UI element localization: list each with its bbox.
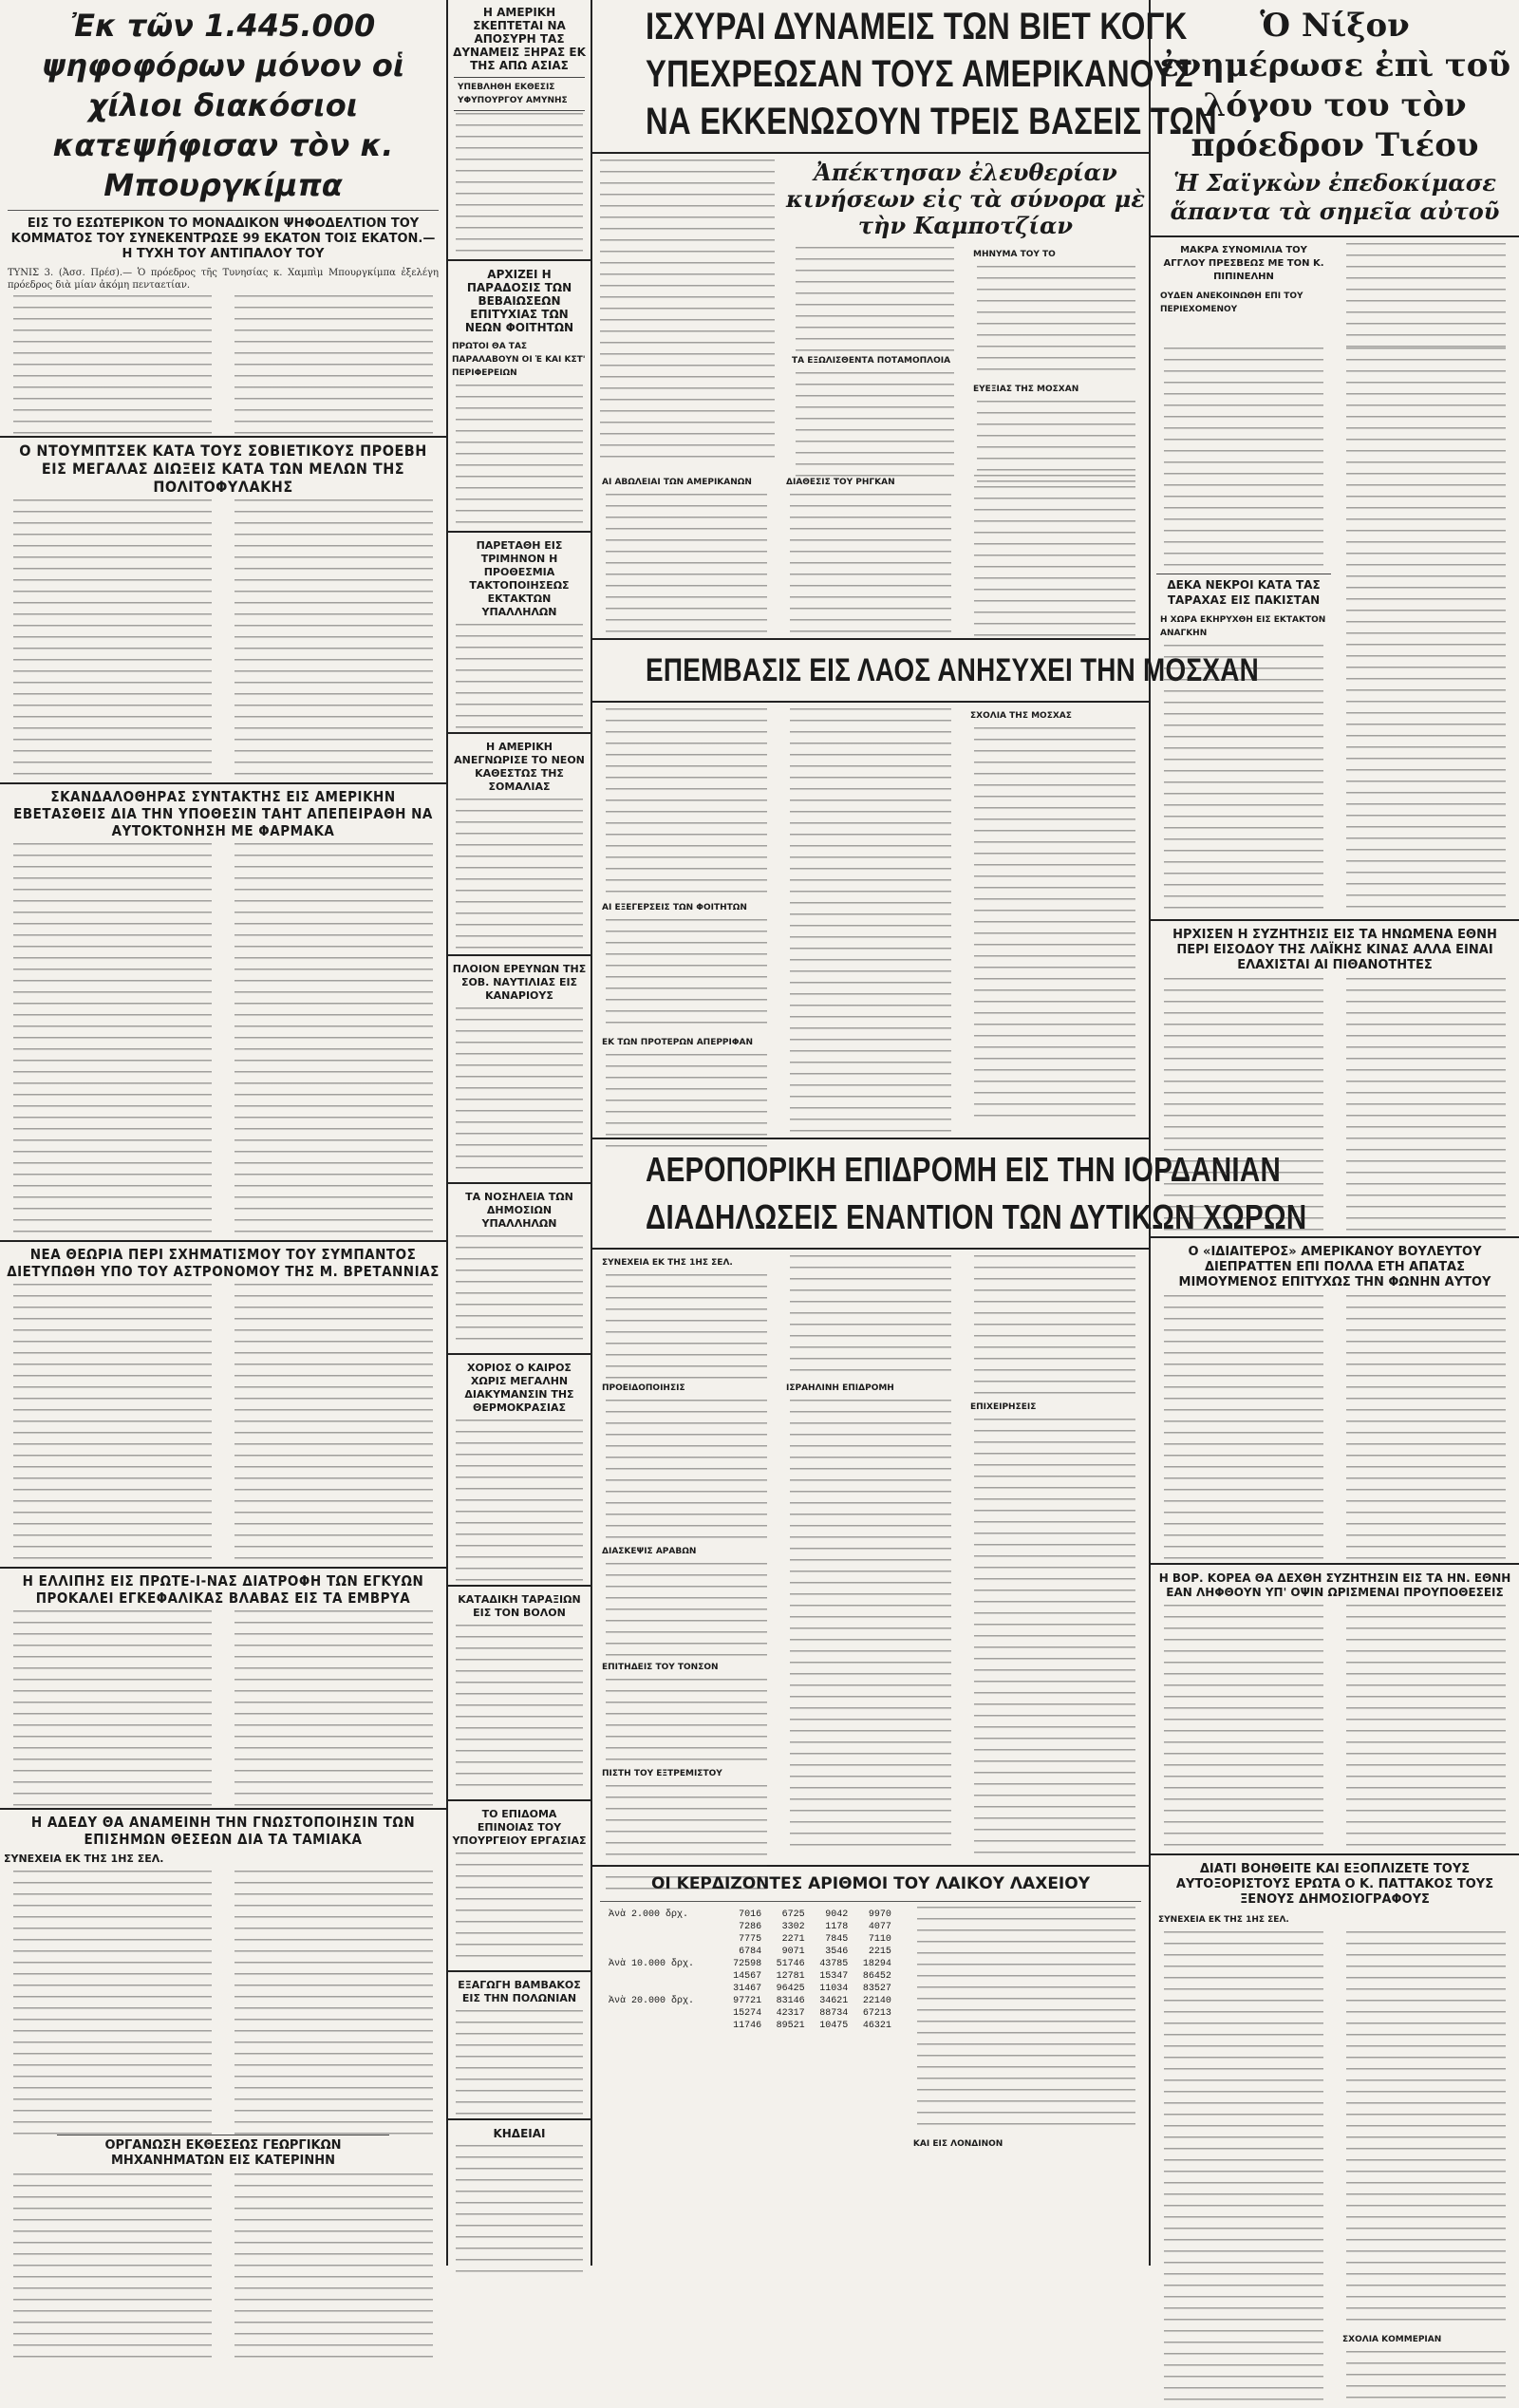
lottery-number: 51746 [776,1959,805,1969]
text-lines [13,2173,212,2363]
divider [1151,1563,1519,1565]
continuation-label: ΣΥΝΕΧΕΙΑ ΕΚ ΤΗΣ 1ΗΣ ΣΕΛ. [4,1853,164,1865]
text-lines [456,2010,583,2115]
lottery-prize [606,1921,722,1933]
continuation-label: ΣΥΝΕΧΕΙΑ ΕΚ ΤΗΣ 1ΗΣ ΣΕΛ. [1158,1915,1289,1925]
article-body [0,1282,446,1567]
text-lines [456,113,583,255]
text-lines [13,1871,212,2136]
lottery-number: 15347 [819,1971,849,1982]
text-lines [234,295,433,438]
lottery-prize [606,1933,722,1946]
lottery-number: 7286 [739,1922,762,1932]
article-body [592,706,1149,1134]
divider [448,954,591,956]
lottery-number: 86452 [862,1971,891,1982]
lottery-number: 83527 [862,1984,891,1994]
headline-students: ΑΡΧΙΖΕΙ Η ΠΑΡΑΔΟΣΙΣ ΤΩΝ ΒΕΒΑΙΩΣΕΩΝ ΕΠΙΤΥΧΙΑΣ ΤΩΝ ΝΕΩΝ ΦΟΙΤΗΤΩΝ [464,268,574,334]
section-label: ΔΙΑΘΕΣΙΣ ΤΟΥ ΡΗΓΚΑΝ [786,478,895,487]
headline-vietcong-2: ΥΠΕΧΡΕΩΣΑΝ ΤΟΥΣ ΑΜΕΡΙΚΑΝΟΥΣ [646,53,1193,95]
article-body [448,1007,591,1178]
headline-lottery: ΟΙ ΚΕΡΔΙΖΟΝΤΕΣ ΑΡΙΘΜΟΙ ΤΟΥ ΛΑΙΚΟΥ ΛΑΧΕΙΟΥ [650,1874,1091,1893]
text-lines [1346,243,1506,348]
column-4 [1151,0,1519,2344]
text-lines [1164,348,1323,575]
divider [448,1353,591,1355]
divider [448,732,591,734]
lottery-number: 11746 [733,2021,762,2031]
article-body [448,1625,591,1796]
divider [592,1248,1149,1250]
text-lines [917,1907,1135,2135]
divider [448,1585,591,1587]
headline-katerini: ΟΡΓΑΝΩΣΗ ΕΚΘΕΣΕΩΣ ΓΕΩΡΓΙΚΩΝ ΜΗΧΑΝΗΜΑΤΩΝ ΕΙΣ ΚΑΤΕΡΙΝΗΝ [57,2135,389,2172]
article-body [0,1869,446,2135]
section-label: ΕΠΙΧΕΙΡΗΣΕΙΣ [970,1402,1037,1412]
lottery-number: 2271 [781,1934,805,1945]
headline-vietcong-1: ΙΣΧΥΡΑΙ ΔΥΝΑΜΕΙΣ ΤΩΝ ΒΙΕΤ ΚΟΓΚ [646,6,1188,47]
article-body [448,113,591,255]
article-body [592,473,1149,634]
headline-soviet-ship: ΠΛΟΙΟΝ ΕΡΕΥΝΩΝ ΤΗΣ ΣΟΒ. ΝΑΥΤΙΛΙΑΣ ΕΙΣ ΚΑΝΑΡΙΟΥΣ [452,963,587,1002]
text-lines [974,727,1135,1126]
text-lines [13,843,212,1242]
lottery-number: 7016 [739,1909,762,1920]
text-lines [13,1610,212,1810]
lottery-number: 3546 [825,1947,849,1957]
text-lines [974,475,1135,636]
divider [592,701,1149,703]
subhead-british-ambassador: ΟΥΔΕΝ ΑΝΕΚΟΙΝΩΘΗ ΕΠΙ ΤΟΥ ΠΕΡΙΕΧΟΜΕΝΟΥ [1160,292,1303,314]
text-lines [606,919,767,1033]
headline-somalia: Η ΑΜΕΡΙΚΗ ΑΝΕΓΝΩΡΙΣΕ ΤΟ ΝΕΟΝ ΚΑΘΕΣΤΩΣ ΤΗΣ ΣΟΜΑΛΙΑΣ [454,741,585,793]
text-lines [1346,978,1506,1234]
headline-demonstrations: ΔΙΑΔΗΛΩΣΕΙΣ ΕΝΑΝΤΙΟΝ ΤΩΝ ΔΥΤΙΚΩΝ ΧΩΡΩΝ [646,1197,1307,1236]
lottery-prize [606,2020,722,2032]
divider [8,210,439,211]
lead-paragraph: ΤΥΝΙΣ 3. (Ἀσσ. Πρέσ).— Ὁ πρόεδρος τῆς Τυνησίας κ. Χαμπὶμ Μπουργκίμπα ἐξελέγη πρόεδρος διὰ μίαν ἀκόμη πενταετίαν. [8,268,439,291]
article-body [1151,1603,1519,1850]
lottery-row [606,1933,894,1946]
divider [592,638,1149,640]
text-lines [1164,1931,1323,2406]
text-lines [1346,1295,1506,1561]
lottery-number: 42317 [776,2008,805,2019]
article-body [1151,346,1519,574]
text-lines [974,1255,1135,1398]
lottery-prize [606,1946,722,1958]
lottery-number: 9071 [781,1947,805,1957]
lottery-number: 89521 [776,2021,805,2031]
lottery-prize: Ἀνὰ 10.000 δρχ. [609,1959,695,1969]
lottery-row [606,1909,894,1921]
article-body [0,2172,446,2361]
text-lines [606,1054,767,1149]
lottery-section [592,1905,1149,2190]
section-label: ΠΡΟΕΙΔΟΠΟΙΗΣΙΣ [602,1383,685,1393]
text-lines [1164,1295,1323,1561]
subhead-students: ΠΡΩΤΟΙ ΘΑ ΤΑΣ ΠΑΡΑΛΑΒΟΥΝ ΟΙ Ἐ ΚΑΙ ΚΣΤ' ΠΕΡΙΦΕΡΕΙΩΝ [452,342,586,378]
text-lines [600,160,775,463]
headline-volos: ΚΑΤΑΔΙΚΗ ΤΑΡΑΞΙΩΝ ΕΙΣ ΤΟΝ ΒΟΛΟΝ [458,1593,581,1619]
section-label: ΑΙ ΑΒΩΛΕΙΑΙ ΤΩΝ ΑΜΕΡΙΚΑΝΩΝ [602,478,752,487]
headline-scandal: ΣΚΑΝΔΑΛΟΘΗΡΑΣ ΣΥΝΤΑΚΤΗΣ ΕΙΣ ΑΜΕΡΙΚΗΝ ΕΒΕΤΑΣΘΕΙΣ ΔΙΑ ΤΗΝ ΥΠΟΘΕΣΙΝ ΤΑΗΤ ΑΠΕΠΕΙΡΑΘΗ ΝΑ ΑΥΤΟΚΤΟΝΗΣΗ ΜΕ ΦΑΡΜΑΚΑ [0,782,446,841]
headline-congressman: Ο «ΙΔΙΑΙΤΕΡΟΣ» ΑΜΕΡΙΚΑΝΟΥ ΒΟΥΛΕΥΤΟΥ ΔΙΕΠΡΑΤΤΕΝ ΕΠΙ ΠΟΛΛΑ ΕΤΗ ΑΠΑΤΑΣ ΜΙΜΟΥΜΕΝΟΣ ΕΠΙΤΥΧΩΣ ΤΗΝ ΦΩΝΗΝ ΑΥΤΟΥ [1178,1245,1491,1289]
lottery-number: 7845 [825,1934,849,1945]
article-body [0,498,446,782]
text-lines [456,1007,583,1178]
lottery-number: 4077 [868,1922,891,1932]
lottery-number: 96425 [776,1984,805,1994]
lottery-number: 1178 [825,1922,849,1932]
headline-deadline: ΠΑΡΕΤΑΘΗ ΕΙΣ ΤΡΙΜΗΝΟΝ Η ΠΡΟΘΕΣΜΙΑ ΤΑΚΤΟΠΟΙΗΣΕΩΣ ΕΚΤΑΚΤΩΝ ΥΠΑΛΛΗΛΩΝ [469,539,570,618]
lottery-row [606,2007,894,2020]
text-lines [790,1255,951,1379]
headline-us-asia: Η ΑΜΕΡΙΚΗ ΣΚΕΠΤΕΤΑΙ ΝΑ ΑΠΟΣΥΡΗ ΤΑΣ ΔΥΝΑΜΕΙΣ ΞΗΡΑΣ ΕΚ ΤΗΣ ΑΠΩ ΑΣΙΑΣ [453,6,586,72]
text-lines [456,624,583,728]
subhead-tunisia: ΕΙΣ ΤΟ ΕΣΩΤΕΡΙΚΟΝ ΤΟ ΜΟΝΑΔΙΚΟΝ ΨΗΦΟΔΕΛΤΙΟΝ ΤΟΥ ΚΟΜΜΑΤΟΣ ΤΟΥ ΣΥΝΕΚΕΝΤΡΩΣΕ 99 ΕΚΑΤΟΝ ΤΟΙΣ ΕΚΑΤΟΝ.— Η ΤΥΧΗ ΤΟΥ ΑΝΤΙΠΑΛΟΥ ΤΟΥ [10,216,436,261]
text-lines [456,799,583,950]
lottery-row [606,1970,894,1983]
section-label: ΠΙΣΤΗ ΤΟΥ ΕΞΤΡΕΜΙΣΤΟΥ [602,1769,722,1778]
text-lines [456,2145,583,2278]
lottery-prize [606,2007,722,2020]
headline-weather: ΧΟΡΙΟΣ Ο ΚΑΙΡΟΣ ΧΩΡΙΣ ΜΕΓΑΛΗΝ ΔΙΑΚΥΜΑΝΣΙΝ ΤΗΣ ΘΕΡΜΟΚΡΑΣΙΑΣ [464,1362,574,1414]
lottery-row [606,2020,894,2032]
article-body [1151,574,1519,915]
text-lines [606,1785,767,1899]
lottery-number: 3302 [781,1922,805,1932]
lottery-number: 14567 [733,1971,762,1982]
text-lines [1346,2351,1506,2408]
headline-allowance: ΤΟ ΕΠΙΔΟΜΑ ΕΠΙΝΟΙΑΣ ΤΟΥ ΥΠΟΥΡΓΕΙΟΥ ΕΡΓΑΣΙΑΣ [452,1808,587,1847]
article-body [448,385,591,527]
lottery-number: 46321 [862,2021,891,2031]
text-lines [1164,645,1323,911]
article-body [0,1608,446,1808]
lottery-number: 6725 [781,1909,805,1920]
lottery-number: 34621 [819,1996,849,2006]
article-body [0,841,446,1240]
headline-un-china: ΗΡΧΙΣΕΝ Η ΣΥΖΗΤΗΣΙΣ ΕΙΣ ΤΑ ΗΝΩΜΕΝΑ ΕΘΝΗ ΠΕΡΙ ΕΙΣΟΔΟΥ ΤΗΣ ΛΑΪΚΗΣ ΚΙΝΑΣ ΑΛΛΑ ΕΙΝΑΙ ΕΛΑΧΙΣΤΑΙ ΑΙ ΠΙΘΑΝΟΤΗΤΕΣ [1172,928,1497,972]
divider [448,2118,591,2120]
headline-pakistan: ΔΕΚΑ ΝΕΚΡΟΙ ΚΑΤΑ ΤΑΣ ΤΑΡΑΧΑΣ ΕΙΣ ΠΑΚΙΣΤΑΝ [1156,574,1331,611]
article-body [592,158,782,461]
lottery-number: 43785 [819,1959,849,1969]
lottery-number: 22140 [862,1996,891,2006]
section-label: ΙΣΡΑΗΛΙΝΗ ΕΠΙΔΡΟΜΗ [786,1383,894,1393]
headline-jordan: ΑΕΡΟΠΟΡΙΚΗ ΕΠΙΔΡΟΜΗ ΕΙΣ ΤΗΝ ΙΟΡΔΑΝΙΑΝ [646,1150,1282,1189]
column-2 [448,0,592,2266]
divider [1151,235,1519,237]
text-lines [1346,1931,1506,2330]
lottery-number: 31467 [733,1984,762,1994]
text-lines [790,708,951,1136]
text-lines [456,1853,583,1966]
text-lines [606,1400,767,1542]
section-label: ΔΙΑΣΚΕΨΙΣ ΑΡΑΒΩΝ [602,1547,697,1556]
lottery-number: 15274 [733,2008,762,2019]
headline-cotton: ΕΞΑΓΩΓΗ ΒΑΜΒΑΚΟΣ ΕΙΣ ΤΗΝ ΠΟΛΩΝΙΑΝ [458,1979,581,2004]
lottery-number: 11034 [819,1984,849,1994]
divider [600,1901,1141,1902]
lottery-prize: Ἀνὰ 2.000 δρχ. [609,1909,689,1920]
headline-funerals: ΚΗΔΕΙΑΙ [493,2127,546,2140]
text-lines [974,1419,1135,1855]
subhead-us-asia: ΥΠΕΒΛΗΘΗ ΕΚΘΕΣΙΣ ΥΦΥΠΟΥΡΓΟΥ ΑΜΥΝΗΣ [454,77,585,111]
text-lines [606,1274,767,1379]
lottery-row [606,1983,894,1995]
lottery-number: 88734 [819,2008,849,2019]
subhead-cambodia: Ἀπέκτησαν ἐλευθερίαν κινήσεων εἰς τὰ σύνορα μὲ τὴν Καμποτζίαν [786,159,1145,239]
text-lines [977,266,1135,380]
article-body [1151,1929,1519,2404]
lottery-number: 72598 [733,1959,762,1969]
headline-laos: ΕΠΕΜΒΑΣΙΣ ΕΙΣ ΛΑΟΣ ΑΝΗΣΥΧΕΙ ΤΗΝ ΜΟΣΧΑΝ [646,652,1260,688]
headline-nixon: Ὁ Νίξον ἐνημέρωσε ἐπὶ τοῦ λόγου του τὸν πρόεδρον Τιέου [1158,7,1511,164]
lottery-row [606,1921,894,1933]
text-lines [234,1284,433,1569]
text-lines [13,295,212,438]
headline-british-ambassador: ΜΑΚΡΑ ΣΥΝΟΜΙΛΙΑ ΤΟΥ ΑΓΓΛΟΥ ΠΡΕΣΒΕΩΣ ΜΕ ΤΟΝ Κ. ΠΙΠΙΝΕΛΗΝ [1163,245,1324,282]
section-label: ΤΑ ΕΞΩΛΙΣΘΕΝΤΑ ΠΟΤΑΜΟΠΛΟΙΑ [792,356,951,366]
section-label: ΜΗΝΥΜΑ ΤΟΥ ΤΟ [973,250,1056,259]
text-lines [1346,575,1506,917]
text-lines [456,1625,583,1796]
headline-north-korea: Η ΒΟΡ. ΚΟΡΕΑ ΘΑ ΔΕΧΘΗ ΣΥΖΗΤΗΣΙΝ ΕΙΣ ΤΑ ΗΝ. ΕΘΝΗ ΕΑΝ ΛΗΦΘΟΥΝ ΥΠ' ΟΨΙΝ ΩΡΙΣΜΕΝΑΙ ΠΡΟΥΠΟΘΕΣΕΙΣ [1158,1571,1511,1599]
lottery-number: 7110 [868,1934,891,1945]
text-lines [796,372,954,477]
section-label: ΕΥΕΞΙΑΣ ΤΗΣ ΜΟΣΧΑΝ [973,385,1079,394]
lottery-number: 2215 [868,1947,891,1957]
column-1 [0,0,448,2266]
lottery-row [606,1958,894,1970]
article-body [1151,241,1519,346]
divider [448,1799,591,1801]
text-lines [13,499,212,784]
text-lines [1346,348,1506,575]
section-label: ΚΑΙ ΕΙΣ ΛΟΝΔΙΝΟΝ [912,2139,1003,2149]
text-lines [606,494,767,636]
headline-vietcong-3: ΝΑ ΕΚΚΕΝΩΣΟΥΝ ΤΡΕΙΣ ΒΑΣΕΙΣ ΤΩΝ [646,101,1217,142]
continuation-label: ΣΥΝΕΧΕΙΑ ΕΚ ΤΗΣ 1ΗΣ ΣΕΛ. [602,1258,733,1268]
subhead-pakistan: Η ΧΩΡΑ ΕΚΗΡΥΧΘΗ ΕΙΣ ΕΚΤΑΚΤΟΝ ΑΝΑΓΚΗΝ [1160,615,1326,638]
lottery-number: 9970 [868,1909,891,1920]
headline-dubcek: Ο ΝΤΟΥΜΠΤΣΕΚ ΚΑΤΑ ΤΟΥΣ ΣΟΒΙΕΤΙΚΟΥΣ ΠΡΟΕΒΗ ΕΙΣ ΜΕΓΑΛΑΣ ΔΙΩΞΕΙΣ ΚΑΤΑ ΤΩΝ ΜΕΛΩΝ ΤΗΣ ΠΟΛΙΤΟΦΥΛΑΚΗΣ [0,436,446,498]
section-label: ΣΧΟΛΙΑ ΤΗΣ ΜΟΣΧΑΣ [970,711,1072,721]
lottery-number: 67213 [862,2008,891,2019]
divider [448,259,591,261]
text-lines [1164,978,1323,1234]
text-lines [790,1400,951,1855]
text-lines [790,494,951,636]
article-body [1151,1293,1519,1559]
lottery-row [606,1946,894,1958]
article-body [592,1253,1149,1861]
divider [1151,919,1519,921]
article-body [448,2145,591,2278]
headline-adedy: Η ΑΔΕΔΥ ΘΑ ΑΝΑΜΕΙΝΗ ΤΗΝ ΓΝΩΣΤΟΠΟΙΗΣΙΝ ΤΩΝ ΕΠΙΣΗΜΩΝ ΘΕΣΕΩΝ ΔΙΑ ΤΑ ΤΑΜΙΑΚΑ [0,1808,446,1850]
section-label: ΕΚ ΤΩΝ ΠΡΟΤΕΡΩΝ ΑΠΕΡΡΙΦΑΝ [602,1038,754,1047]
lottery-prize: Ἀνὰ 20.000 δρχ. [609,1996,695,2006]
text-lines [977,401,1135,486]
headline-tunisia: Ἐκ τῶν 1.445.000 ψηφοφόρων μόνον οἱ χίλιοι διακόσιοι κατεψήφισαν τὸν κ. Μπουργκίμπα [41,8,405,203]
headline-universe: ΝΕΑ ΘΕΩΡΙΑ ΠΕΡΙ ΣΧΗΜΑΤΙΣΜΟΥ ΤΟΥ ΣΥΜΠΑΝΤΟΣ ΔΙΕΤΥΠΩΘΗ ΥΠΟ ΤΟΥ ΑΣΤΡΟΝΟΜΟΥ ΤΗΣ Μ. ΒΡΕΤΑΝΝΙΑΣ [0,1240,446,1282]
divider [1151,1236,1519,1238]
divider [448,1970,591,1972]
article-body [448,1235,591,1349]
article-body [448,799,591,950]
subhead-saigon: Ἡ Σαϊγκὼν ἐπεδοκίμασε ἅπαντα τὰ σημεῖα αὐτοῦ [1170,169,1500,225]
lottery-prize [606,1970,722,1983]
lottery-number: 97721 [733,1996,762,2006]
text-lines [606,1679,767,1764]
divider [448,531,591,533]
divider [448,1182,591,1184]
lottery-number: 9042 [825,1909,849,1920]
text-lines [234,1610,433,1810]
headline-pregnancy: Η ΕΛΛΙΠΗΣ ΕΙΣ ΠΡΩΤΕ-Ι-ΝΑΣ ΔΙΑΤΡΟΦΗ ΤΩΝ ΕΓΚΥΩΝ ΠΡΟΚΑΛΕΙ ΕΓΚΕΦΑΛΙΚΑΣ ΒΛΑΒΑΣ ΕΙΣ ΤΑ ΕΜΒΡΥΑ [0,1567,446,1608]
lottery-number: 6784 [739,1947,762,1957]
text-lines [606,1563,767,1658]
text-lines [456,1235,583,1349]
section-label: ΣΧΟΛΙΑ ΚΟΜΜΕΡΙΑΝ [1342,2335,1442,2344]
article-body [448,1853,591,1966]
text-lines [796,247,954,351]
text-lines [13,1284,212,1569]
headline-civil-servants: ΤΑ ΝΟΣΗΛΕΙΑ ΤΩΝ ΔΗΜΟΣΙΩΝ ΥΠΑΛΛΗΛΩΝ [465,1191,573,1230]
text-lines [456,385,583,527]
section-label: ΑΙ ΕΞΕΓΕΡΣΕΙΣ ΤΩΝ ΦΟΙΤΗΤΩΝ [602,903,747,912]
section-label: ΕΠΙΤΗΔΕΙΣ ΤΟΥ ΤΟΝΣΟΝ [602,1663,719,1672]
lottery-number: 83146 [776,1996,805,2006]
article-body [448,2010,591,2115]
article-body [782,245,1149,473]
text-lines [234,1871,433,2136]
lottery-prize [606,1983,722,1995]
divider [592,152,1149,154]
lottery-number: 12781 [776,1971,805,1982]
lottery-row [606,1995,894,2007]
article-body [0,293,446,436]
article-body [1151,976,1519,1232]
text-lines [1346,1605,1506,1852]
article-body [448,1420,591,1581]
article-body [448,624,591,728]
lottery-table [606,1909,894,2032]
lottery-number: 7775 [739,1934,762,1945]
lottery-number: 10475 [819,2021,849,2031]
lottery-number: 18294 [862,1959,891,1969]
divider [1151,1853,1519,1855]
text-lines [456,1420,583,1581]
text-lines [234,2173,433,2363]
text-lines [1164,1605,1323,1852]
text-lines [234,499,433,784]
headline-pattakos: ΔΙΑΤΙ ΒΟΗΘΕΙΤΕ ΚΑΙ ΕΞΟΠΛΙΖΕΤΕ ΤΟΥΣ ΑΥΤΟΞΟΡΙΣΤΟΥΣ ΕΡΩΤΑ Ο Κ. ΠΑΤΤΑΚΟΣ ΤΟΥΣ ΞΕΝΟΥΣ ΔΗΜΟΣΙΟΓΡΑΦΟΥΣ [1175,1862,1494,1907]
text-lines [234,843,433,1242]
text-lines [606,708,767,898]
